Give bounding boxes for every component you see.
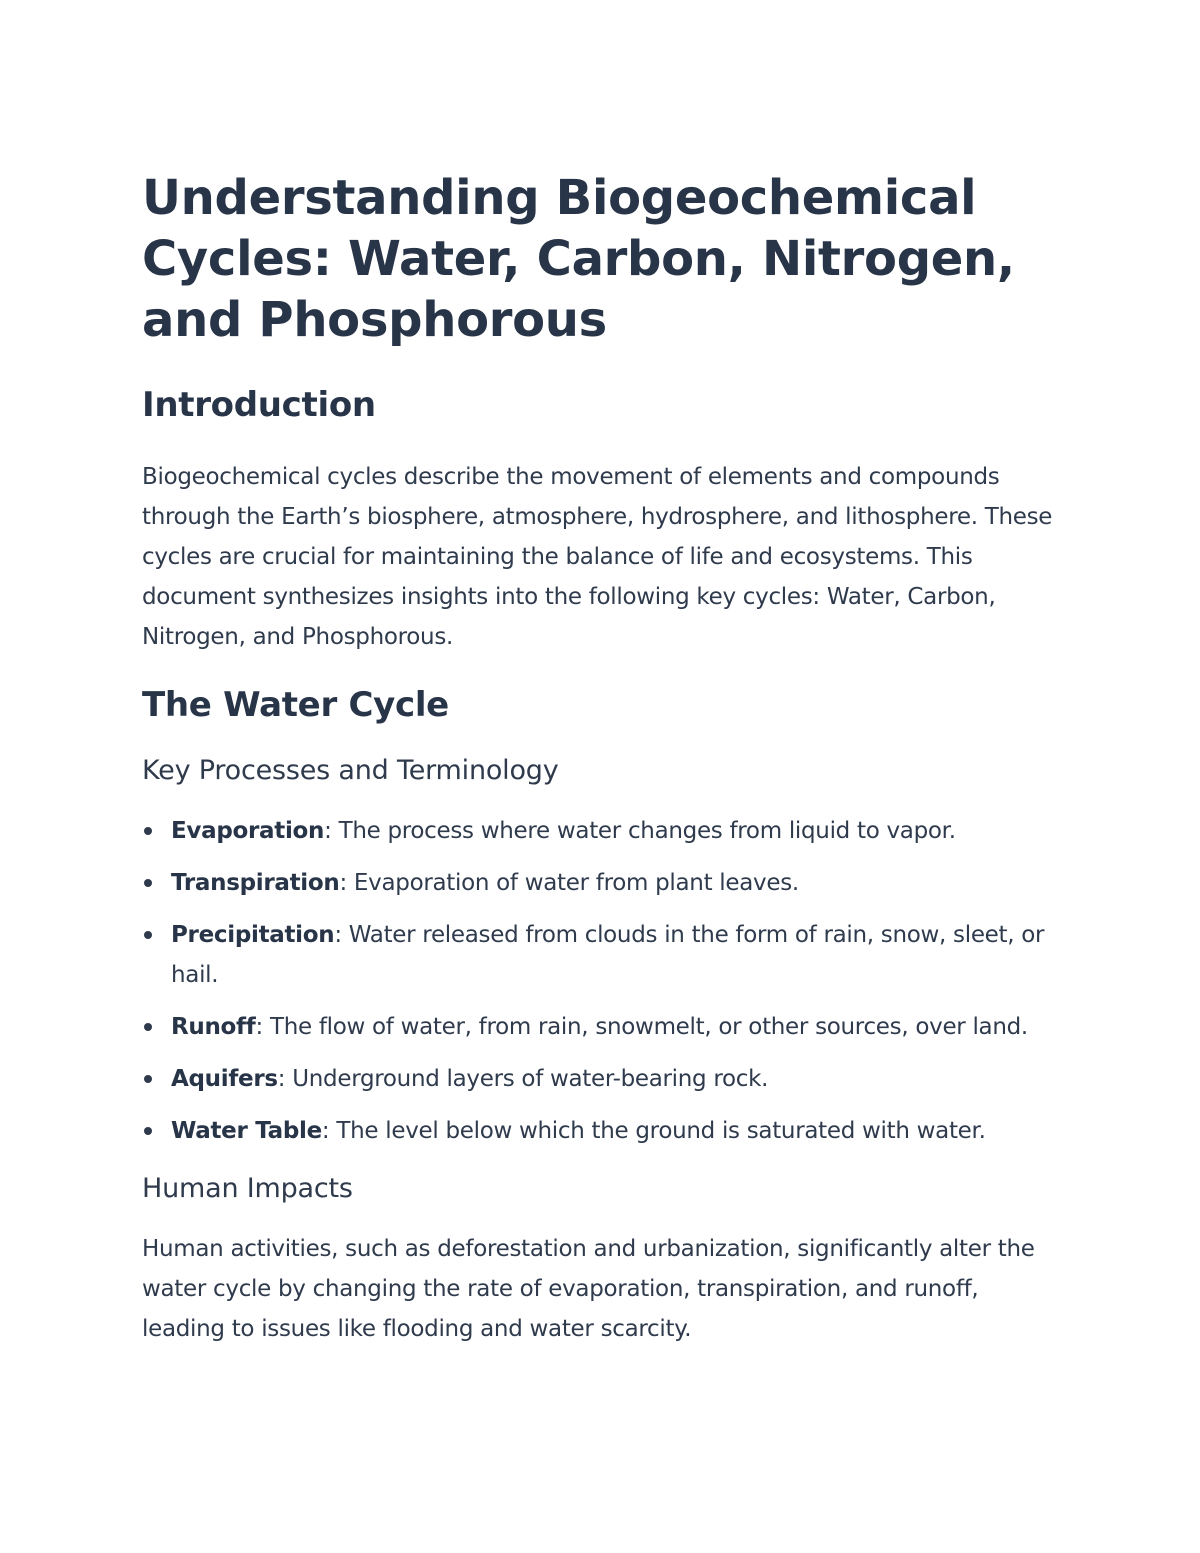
term-separator: :	[339, 870, 347, 896]
key-processes-heading: Key Processes and Terminology	[142, 755, 559, 786]
human-impacts-paragraph: Human activities, such as deforestation and urbanization, significantly alter the water cycle by changing the rate of evaporation, transpiration, and runoff, leading to issues like flooding and water scarcity.	[142, 1236, 1035, 1342]
term-separator: :	[277, 1066, 286, 1092]
term-label: Precipitation	[171, 922, 335, 948]
term-separator: :	[324, 818, 332, 844]
key-processes-list	[142, 811, 1062, 1151]
term-definition: Evaporation of water from plant leaves.	[346, 870, 799, 896]
list-item	[142, 1111, 1062, 1151]
document-page	[142, 168, 1062, 1349]
human-impacts-heading: Human Impacts	[142, 1173, 353, 1204]
bullet-icon	[144, 1075, 152, 1083]
term-label: Water Table	[171, 1118, 322, 1144]
list-item	[142, 1059, 1062, 1099]
term-definition: The flow of water, from rain, snowmelt, or other sources, over land.	[262, 1014, 1028, 1040]
term-definition: The level below which the ground is saturated with water.	[329, 1118, 986, 1144]
term-label: Runoff	[171, 1014, 256, 1040]
term-separator: :	[255, 1014, 263, 1040]
bullet-icon	[144, 879, 152, 887]
term-definition: Underground layers of water-bearing rock.	[285, 1066, 769, 1092]
term-definition: Water released from clouds in the form of rain, snow, sleet, or hail.	[171, 922, 1045, 988]
term-separator: :	[321, 1118, 330, 1144]
introduction-paragraph: Biogeochemical cycles describe the movement of elements and compounds through the Earth’s biosphere, atmosphere, hydrosphere, and lithosphere. These cycles are crucial for maintaining the balance of life and ecosystems. This document synthesizes insights into the following key cycles: Water, Carbon, Nitrogen, and Phosphorous.	[142, 464, 1053, 650]
list-item	[142, 811, 1062, 851]
term-label: Evaporation	[171, 818, 325, 844]
introduction-heading: Introduction	[142, 385, 376, 425]
term-separator: :	[334, 922, 342, 948]
term-label: Transpiration	[171, 870, 340, 896]
document-title: Understanding Biogeochemical Cycles: Water, Carbon, Nitrogen, and Phosphorous	[142, 170, 1015, 348]
bullet-icon	[144, 931, 152, 939]
bullet-icon	[144, 1127, 152, 1135]
bullet-icon	[144, 1023, 152, 1031]
list-item	[142, 1007, 1062, 1047]
list-item	[142, 863, 1062, 903]
water-cycle-heading: The Water Cycle	[142, 685, 449, 725]
list-item	[142, 915, 1062, 995]
bullet-icon	[144, 827, 152, 835]
term-label: Aquifers	[171, 1066, 278, 1092]
term-definition: The process where water changes from liquid to vapor.	[331, 818, 956, 844]
